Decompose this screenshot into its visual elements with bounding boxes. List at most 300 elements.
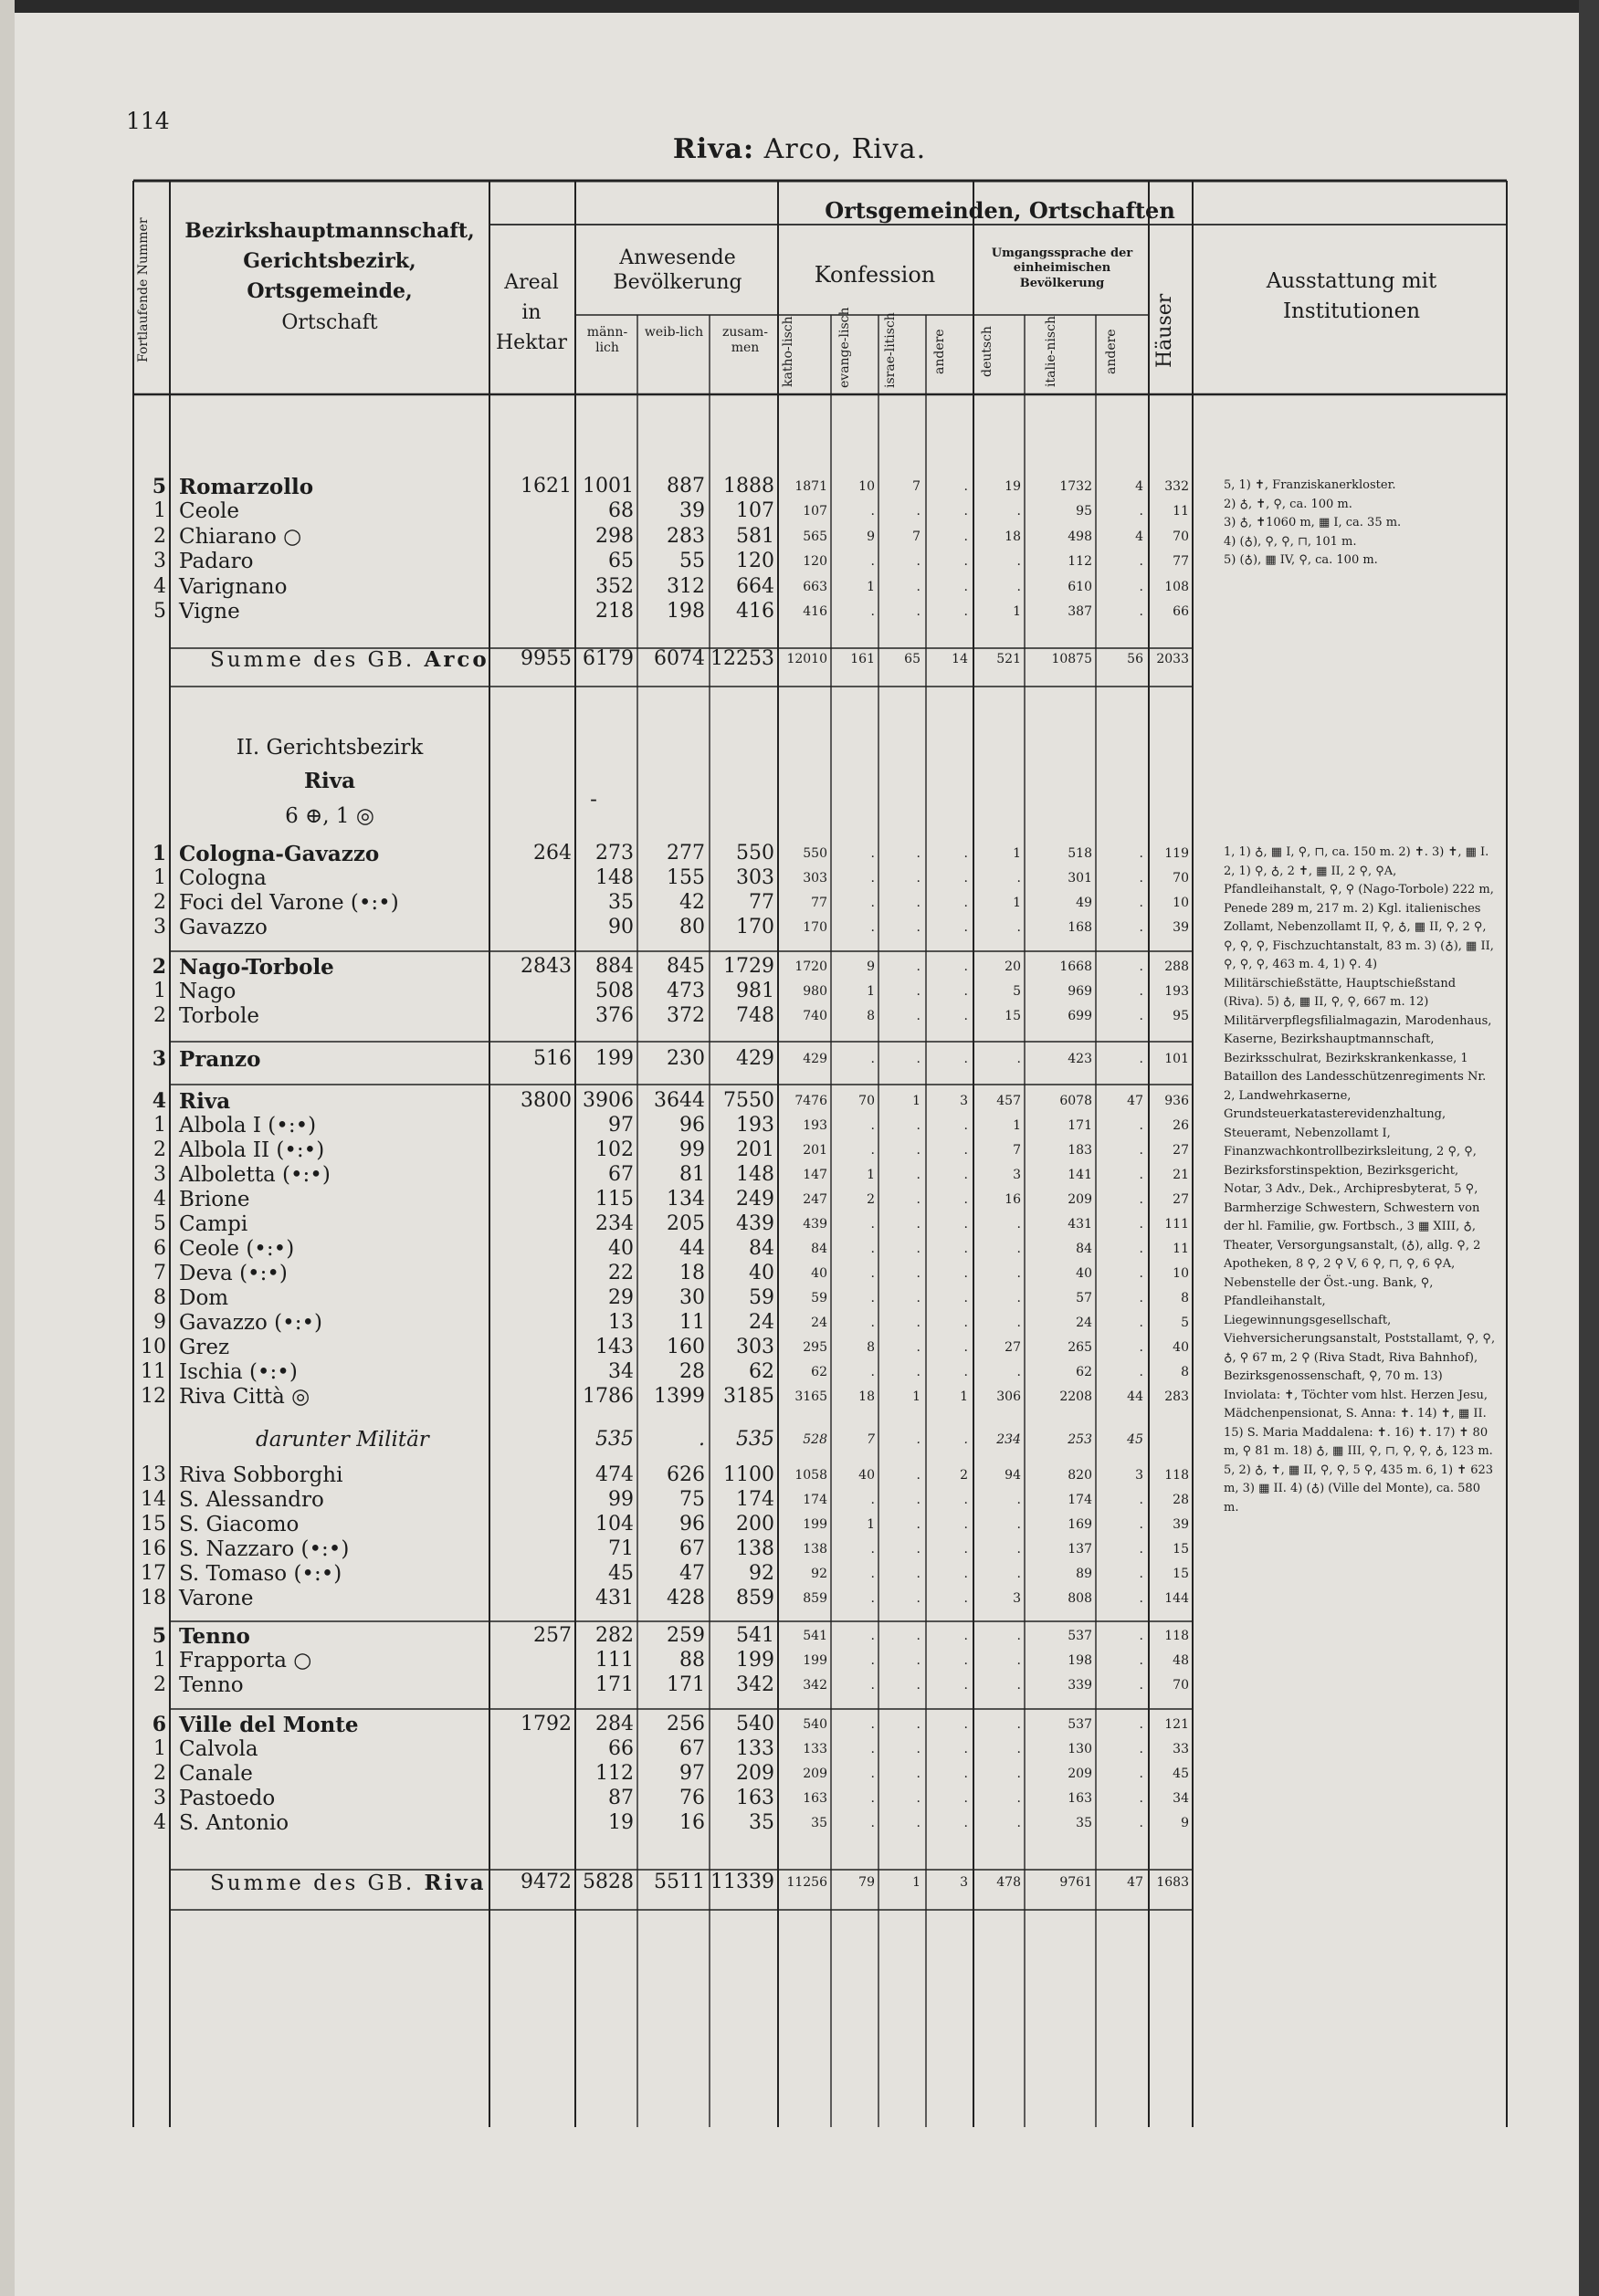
row-h: 27 (1173, 1192, 1189, 1207)
row-male: 65 (608, 550, 634, 572)
row-an: . (1139, 1291, 1143, 1305)
sum-i: 65 (904, 652, 920, 666)
row-i: . (916, 1493, 920, 1507)
row-k: 77 (811, 896, 827, 910)
row-an: . (1139, 896, 1143, 910)
row-female: 626 (667, 1463, 705, 1486)
row-e: . (870, 1717, 875, 1732)
sum-area: 9472 (521, 1871, 572, 1893)
sum-label-prefix: Summe des GB. (210, 648, 425, 672)
row-area: 1621 (521, 475, 572, 498)
row-k: 147 (803, 1168, 827, 1182)
row-a: . (963, 1009, 968, 1023)
row-an: . (1139, 1009, 1143, 1023)
row-d: 16 (1005, 1192, 1021, 1207)
row-place-name: Nago-Torbole (179, 955, 334, 980)
row-a: . (963, 1653, 968, 1668)
sum-it: 10875 (1051, 652, 1092, 666)
row-male: 234 (595, 1212, 634, 1235)
row-an: 4 (1135, 529, 1143, 544)
row-i: 7 (912, 529, 920, 544)
row-it: 253 (1068, 1432, 1092, 1447)
row-number: 2 (153, 1762, 166, 1785)
row-it: 387 (1068, 604, 1092, 619)
row-k: 416 (803, 604, 827, 619)
row-area: 257 (533, 1624, 572, 1647)
row-d: . (1016, 1791, 1021, 1806)
row-place-name: Gavazzo (179, 916, 268, 939)
row-h: 26 (1173, 1118, 1189, 1133)
row-h: 8 (1181, 1365, 1189, 1379)
row-e: 10 (858, 479, 875, 494)
sum-male: 6179 (583, 647, 634, 670)
row-a: . (963, 846, 968, 861)
sum-d: 478 (996, 1875, 1021, 1890)
sum-label (210, 649, 489, 671)
row-a: . (963, 1767, 968, 1781)
row-e: . (870, 1742, 875, 1756)
row-total: 1888 (723, 475, 774, 498)
row-an: . (1139, 1517, 1143, 1532)
row-area: 3800 (521, 1089, 572, 1112)
row-e: 7 (867, 1432, 875, 1447)
row-h: 119 (1164, 846, 1189, 861)
row-area: 2843 (521, 955, 572, 978)
row-male: 1001 (583, 475, 634, 498)
row-a: . (963, 1052, 968, 1066)
row-number: 9 (153, 1311, 166, 1334)
row-total: 859 (736, 1587, 774, 1609)
row-an: 3 (1135, 1468, 1143, 1483)
row-a: . (963, 504, 968, 519)
row-e: 1 (867, 984, 875, 999)
row-a: 1 (960, 1389, 968, 1404)
row-e: . (870, 1217, 875, 1232)
row-d: . (1016, 1816, 1021, 1830)
row-number: 2 (153, 1138, 166, 1161)
row-female: 259 (667, 1624, 705, 1647)
running-header-bold: Riva: (672, 133, 755, 165)
row-h: 101 (1164, 1052, 1189, 1066)
row-male: 508 (595, 980, 634, 1002)
row-k: 120 (803, 554, 827, 569)
row-k: 295 (803, 1340, 827, 1355)
row-male: 68 (608, 499, 634, 522)
sum-e: 79 (858, 1875, 875, 1890)
row-it: 95 (1076, 504, 1092, 519)
row-total: 209 (736, 1762, 774, 1785)
row-k: 439 (803, 1217, 827, 1232)
row-place-name: Tenno (179, 1673, 244, 1697)
row-i: . (916, 1009, 920, 1023)
row-male: 45 (608, 1562, 634, 1585)
row-k: 528 (803, 1432, 827, 1447)
row-place-name: Dom (179, 1286, 229, 1310)
row-i: . (916, 1542, 920, 1557)
row-d: 1 (1013, 1118, 1021, 1133)
row-it: 820 (1068, 1468, 1092, 1483)
row-d: . (1016, 1567, 1021, 1581)
row-h: 66 (1173, 604, 1189, 619)
row-female: 277 (667, 842, 705, 865)
row-it: 62 (1076, 1365, 1092, 1379)
row-k: 201 (803, 1143, 827, 1158)
row-e: . (870, 1542, 875, 1557)
sum-k: 11256 (786, 1875, 827, 1890)
row-e: . (870, 1791, 875, 1806)
row-i: . (916, 1567, 920, 1581)
row-k: 24 (811, 1316, 827, 1330)
sum-label-prefix: Summe des GB. (210, 1871, 425, 1895)
row-it: 137 (1068, 1542, 1092, 1557)
row-total: 163 (736, 1787, 774, 1809)
col-header-gericht: Gerichtsbezirk, (243, 249, 416, 273)
row-h: 10 (1173, 896, 1189, 910)
row-female: 887 (667, 475, 705, 498)
sum-i: 1 (912, 1875, 920, 1890)
row-female: 473 (667, 980, 705, 1002)
row-female: 3644 (654, 1089, 705, 1112)
row-female: 42 (679, 891, 705, 914)
row-d: . (1016, 1742, 1021, 1756)
row-d: . (1016, 504, 1021, 519)
col-header-fortlaufende: Fortlaufende Nummer (136, 217, 151, 363)
row-male: 34 (608, 1360, 634, 1383)
row-it: 265 (1068, 1340, 1092, 1355)
row-female: 30 (679, 1286, 705, 1309)
row-i: 1 (912, 1389, 920, 1404)
institution-line: 2) ♁, ✝, ⚲, ca. 100 m. (1224, 497, 1352, 511)
row-total: 429 (736, 1047, 774, 1070)
row-total: 24 (749, 1311, 774, 1334)
row-e: 8 (867, 1340, 875, 1355)
row-it: 699 (1068, 1009, 1092, 1023)
row-i: . (916, 1678, 920, 1693)
row-female: 205 (667, 1212, 705, 1235)
row-k: 859 (803, 1591, 827, 1606)
row-male: 29 (608, 1286, 634, 1309)
row-k: 980 (803, 984, 827, 999)
row-it: 168 (1068, 920, 1092, 935)
row-it: 112 (1068, 554, 1092, 569)
row-male: 40 (608, 1237, 634, 1260)
sum-total: 11339 (710, 1871, 774, 1893)
row-d: . (1016, 920, 1021, 935)
row-total: 535 (736, 1428, 774, 1451)
row-male: 87 (608, 1787, 634, 1809)
row-male: 97 (608, 1114, 634, 1137)
row-a: . (963, 1742, 968, 1756)
row-it: 169 (1068, 1517, 1092, 1532)
row-female: 134 (667, 1188, 705, 1211)
row-an: . (1139, 604, 1143, 619)
sum-label (210, 1872, 487, 1894)
row-d: . (1016, 1542, 1021, 1557)
row-it: 24 (1076, 1316, 1092, 1330)
row-number: 18 (141, 1587, 166, 1609)
row-place-name: Riva (179, 1089, 231, 1114)
row-it: 171 (1068, 1118, 1092, 1133)
row-female: 171 (667, 1673, 705, 1696)
row-place-name: Tenno (179, 1624, 250, 1649)
row-h: 144 (1164, 1591, 1189, 1606)
row-number: 11 (141, 1360, 166, 1383)
row-a: . (963, 1118, 968, 1133)
row-e: 1 (867, 1168, 875, 1182)
col-header-areal-unit: Hektar (495, 331, 567, 354)
row-e: . (870, 1266, 875, 1281)
row-an: . (1139, 554, 1143, 569)
row-male: 35 (608, 891, 634, 914)
row-number: 5 (153, 1212, 166, 1235)
row-total: 84 (749, 1237, 774, 1260)
row-total: 416 (736, 600, 774, 623)
row-female: 81 (679, 1163, 705, 1186)
row-k: 550 (803, 846, 827, 861)
row-k: 107 (803, 504, 827, 519)
row-place-name: Varignano (179, 575, 288, 599)
row-h: 34 (1173, 1791, 1189, 1806)
row-d: 94 (1005, 1468, 1021, 1483)
row-e: . (870, 1567, 875, 1581)
row-number: 4 (153, 1188, 166, 1211)
row-i: . (916, 1143, 920, 1158)
row-male: 218 (595, 600, 634, 623)
col-header-sprache: Umgangssprache der einheimischen Bevölkerung (991, 246, 1133, 290)
row-number: 14 (141, 1488, 166, 1511)
row-total: 59 (749, 1286, 774, 1309)
row-total: 7550 (723, 1089, 774, 1112)
row-an: 44 (1127, 1389, 1143, 1404)
row-an: 4 (1135, 479, 1143, 494)
row-d: 3 (1013, 1591, 1021, 1606)
row-it: 969 (1068, 984, 1092, 999)
row-h: 193 (1164, 984, 1189, 999)
row-h: 48 (1173, 1653, 1189, 1668)
row-number: 4 (152, 1089, 166, 1113)
row-female: 97 (679, 1762, 705, 1785)
row-k: 663 (803, 580, 827, 594)
row-female: 67 (679, 1737, 705, 1760)
row-it: 537 (1068, 1717, 1092, 1732)
col-header-evang: evange-lisch (837, 307, 852, 388)
row-k: 565 (803, 529, 827, 544)
row-a: . (963, 1517, 968, 1532)
row-a: . (963, 580, 968, 594)
row-an: . (1139, 1242, 1143, 1256)
sum-e: 161 (850, 652, 875, 666)
row-i: . (916, 896, 920, 910)
row-i: . (916, 580, 920, 594)
row-h: 108 (1164, 580, 1189, 594)
row-male: 1786 (583, 1385, 634, 1408)
row-area: 1792 (521, 1713, 572, 1735)
row-d: . (1016, 1365, 1021, 1379)
row-an: . (1139, 1767, 1143, 1781)
row-k: 170 (803, 920, 827, 935)
institution-line: 3) ♁, ✝1060 m, ▦ I, ca. 35 m. (1224, 516, 1402, 529)
row-d: . (1016, 1266, 1021, 1281)
row-an: . (1139, 1168, 1143, 1182)
row-male: 352 (595, 575, 634, 598)
row-an: . (1139, 1742, 1143, 1756)
row-a: . (963, 1678, 968, 1693)
section-line-1: II. Gerichtsbezirk (236, 736, 424, 760)
section-line-3: 6 ⊕, 1 ◎ (285, 804, 374, 828)
row-d: . (1016, 1767, 1021, 1781)
row-female: 845 (667, 955, 705, 978)
page-number: 114 (126, 108, 170, 134)
row-it: 89 (1076, 1567, 1092, 1581)
row-male: 148 (595, 866, 634, 889)
row-male: 71 (608, 1537, 634, 1560)
row-it: 518 (1068, 846, 1092, 861)
row-an: 47 (1127, 1094, 1143, 1108)
row-number: 3 (153, 1787, 166, 1809)
running-header-rest: Arco, Riva. (754, 133, 927, 165)
row-a: . (963, 1542, 968, 1557)
sum-a: 14 (952, 652, 968, 666)
row-an: . (1139, 1791, 1143, 1806)
row-d: . (1016, 1242, 1021, 1256)
row-an: . (1139, 1816, 1143, 1830)
row-it: 1732 (1059, 479, 1092, 494)
row-h: 118 (1164, 1629, 1189, 1643)
row-an: . (1139, 1340, 1143, 1355)
row-h: 936 (1164, 1094, 1189, 1108)
row-place-name: Brione (179, 1188, 250, 1211)
row-a: . (963, 1340, 968, 1355)
row-place-name: S. Tomaso (•:•) (179, 1562, 342, 1586)
row-k: 138 (803, 1542, 827, 1557)
row-an: . (1139, 1217, 1143, 1232)
row-it: 209 (1068, 1192, 1092, 1207)
row-e: 40 (858, 1468, 875, 1483)
row-k: 59 (811, 1291, 827, 1305)
row-k: 303 (803, 871, 827, 886)
row-female: 44 (679, 1237, 705, 1260)
row-total: 303 (736, 1336, 774, 1358)
col-header-ital: italie-nisch (1044, 316, 1058, 387)
row-place-name: S. Nazzaro (•:•) (179, 1537, 350, 1561)
row-e: . (870, 1118, 875, 1133)
row-male: 282 (595, 1624, 634, 1647)
row-number: 16 (141, 1537, 166, 1560)
row-total: 138 (736, 1537, 774, 1560)
row-e: . (870, 1493, 875, 1507)
row-a: . (963, 984, 968, 999)
row-a: . (963, 1432, 968, 1447)
row-number: 2 (153, 891, 166, 914)
row-i: 1 (912, 1094, 920, 1108)
row-k: 1720 (794, 959, 827, 974)
row-total: 748 (736, 1004, 774, 1027)
row-total: 303 (736, 866, 774, 889)
row-female: 67 (679, 1537, 705, 1560)
row-male: 535 (595, 1428, 634, 1451)
row-place-name: Padaro (179, 550, 254, 573)
row-number: 4 (153, 575, 166, 598)
row-female: 96 (679, 1114, 705, 1137)
row-total: 107 (736, 499, 774, 522)
row-male: 284 (595, 1713, 634, 1735)
row-it: 339 (1068, 1678, 1092, 1693)
row-h: 39 (1173, 920, 1189, 935)
row-e: . (870, 846, 875, 861)
row-a: . (963, 920, 968, 935)
row-d: . (1016, 1678, 1021, 1693)
row-a: . (963, 1791, 968, 1806)
row-an: . (1139, 1266, 1143, 1281)
row-total: 92 (749, 1562, 774, 1585)
row-male: 66 (608, 1737, 634, 1760)
row-k: 3165 (794, 1389, 827, 1404)
row-area: 264 (533, 842, 572, 865)
row-total: 35 (749, 1811, 774, 1834)
row-h: 39 (1173, 1517, 1189, 1532)
row-place-name: Cologna (179, 866, 267, 890)
row-an: . (1139, 1052, 1143, 1066)
row-h: 8 (1181, 1291, 1189, 1305)
row-area: 516 (533, 1047, 572, 1070)
row-number: 1 (153, 866, 166, 889)
row-male: 884 (595, 955, 634, 978)
row-female: 11 (679, 1311, 705, 1334)
row-i: . (916, 1791, 920, 1806)
row-place-name: Pastoedo (179, 1787, 276, 1810)
row-k: 40 (811, 1266, 827, 1281)
row-place-name: darunter Militär (256, 1428, 429, 1452)
row-i: . (916, 1168, 920, 1182)
row-it: 141 (1068, 1168, 1092, 1182)
row-an: . (1139, 1118, 1143, 1133)
row-k: 193 (803, 1118, 827, 1133)
row-i: . (916, 1816, 920, 1830)
row-h: 27 (1173, 1143, 1189, 1158)
col-header-bezirk: Bezirkshauptmannschaft, (184, 219, 475, 243)
sum-total: 12253 (710, 647, 774, 670)
row-number: 3 (153, 1163, 166, 1186)
row-h: 28 (1173, 1493, 1189, 1507)
row-an: . (1139, 1365, 1143, 1379)
row-an: . (1139, 504, 1143, 519)
row-place-name: S. Alessandro (179, 1488, 324, 1512)
row-place-name: Torbole (179, 1004, 259, 1028)
col-header-israel: israe-litisch (883, 312, 898, 388)
row-h: 77 (1173, 554, 1189, 569)
row-an: . (1139, 846, 1143, 861)
row-d: 20 (1005, 959, 1021, 974)
row-i: . (916, 1629, 920, 1643)
row-h: 40 (1173, 1340, 1189, 1355)
row-k: 199 (803, 1653, 827, 1668)
row-number: 15 (141, 1513, 166, 1536)
row-h: 9 (1181, 1816, 1189, 1830)
sum-male: 5828 (583, 1871, 634, 1893)
row-total: 981 (736, 980, 774, 1002)
row-male: 90 (608, 916, 634, 938)
row-h: 21 (1173, 1168, 1189, 1182)
row-total: 664 (736, 575, 774, 598)
row-it: 40 (1076, 1266, 1092, 1281)
row-a: . (963, 1717, 968, 1732)
institutions-riva: 1, 1) ♁, ▦ I, ⚲, ⊓, ca. 150 m. 2) ✝. 3) ✝, ▦ I. 2, 1) ⚲, ♁, 2 ✝, ▦ II, 2 ⚲, ⚲A, Pfandleihanstalt, ⚲, ⚲ (Nago-Torbole) 222 m, Penede 289 m, 217 m. 2) Kgl. italienisches Zollamt, Nebenzollamt II, ⚲, ♁, ▦ II, ⚲, 2 ⚲, ⚲, ⚲, ⚲, Fischzuchtanstalt, 83 m. 3) (♁), ▦ II, ⚲, ⚲, ⚲, 463 m. 4, 1) ⚲. 4) Militärschießstätte, Hauptschießstand (Riva). 5) ♁, ▦ II, ⚲, ⚲, 667 m. 12) Militärverpflegsfilialmagazin, Marodenhaus, Kaserne, Bezirkshauptmannschaft, Bezirksschulrat, Bezirkskrankenkasse, 1 Bataillon des Landesschützenregiments Nr. 2, Landwehrkaserne, Grundsteuerkatasterevidenzhaltung, Steueramt, Nebenzollamt I, Finanzwachkontrollbezirksleitung, 2 ⚲, ⚲, Bezirksforstinspektion, Bezirksgericht, Notar, 3 Adv., Dek., Archipresbyterat, 5 ⚲, Barmherzige Schwestern, Schwestern von der hl. Familie, gw. Fortbsch., 3 ▦ XIII, ♁, Theater, Versorgungsanstalt, (♁), allg. ⚲, 2 Apotheken, 8 ⚲, 2 ⚲ V, 6 ⚲, ⊓, ⚲, 6 ⚲A, Nebenstelle der Öst.-ung. Bank, ⚲, Pfandleihanstalt, Liegewinnungsgesellschaft, Viehversicherungsanstalt, Poststallamt, ⚲, ⚲, ♁, ⚲ 67 m, 2 ⚲ (Riva Stadt, Riva Bahnhof), Bezirksgenossenschaft, ⚲, 70 m. 13) Inviolata: ✝, Töchter vom hlst. Herzen Jesu, Mädchenpensionat, S. Anna: ✝. 14) ✝, ▦ II. 15) S. Maria Maddalena: ✝. 16) ✝. 17) ✝ 80 m, ⚲ 81 m. 18) ♁, ▦ III, ⚲, ⊓, ⚲, ⚲, ♁, 123 m. 5, 2) ♁, ✝, ▦ II, ⚲, ⚲, 5 ⚲, 435 m. 6, 1) ✝ 623 m, 3) ▦ II. 4) (♁) (Ville del Monte), ca. 580 m. (1224, 845, 1496, 1515)
row-male: 99 (608, 1488, 634, 1511)
row-total: 3185 (723, 1385, 774, 1408)
sum-d: 521 (996, 652, 1021, 666)
row-total: 120 (736, 550, 774, 572)
row-e: . (870, 554, 875, 569)
